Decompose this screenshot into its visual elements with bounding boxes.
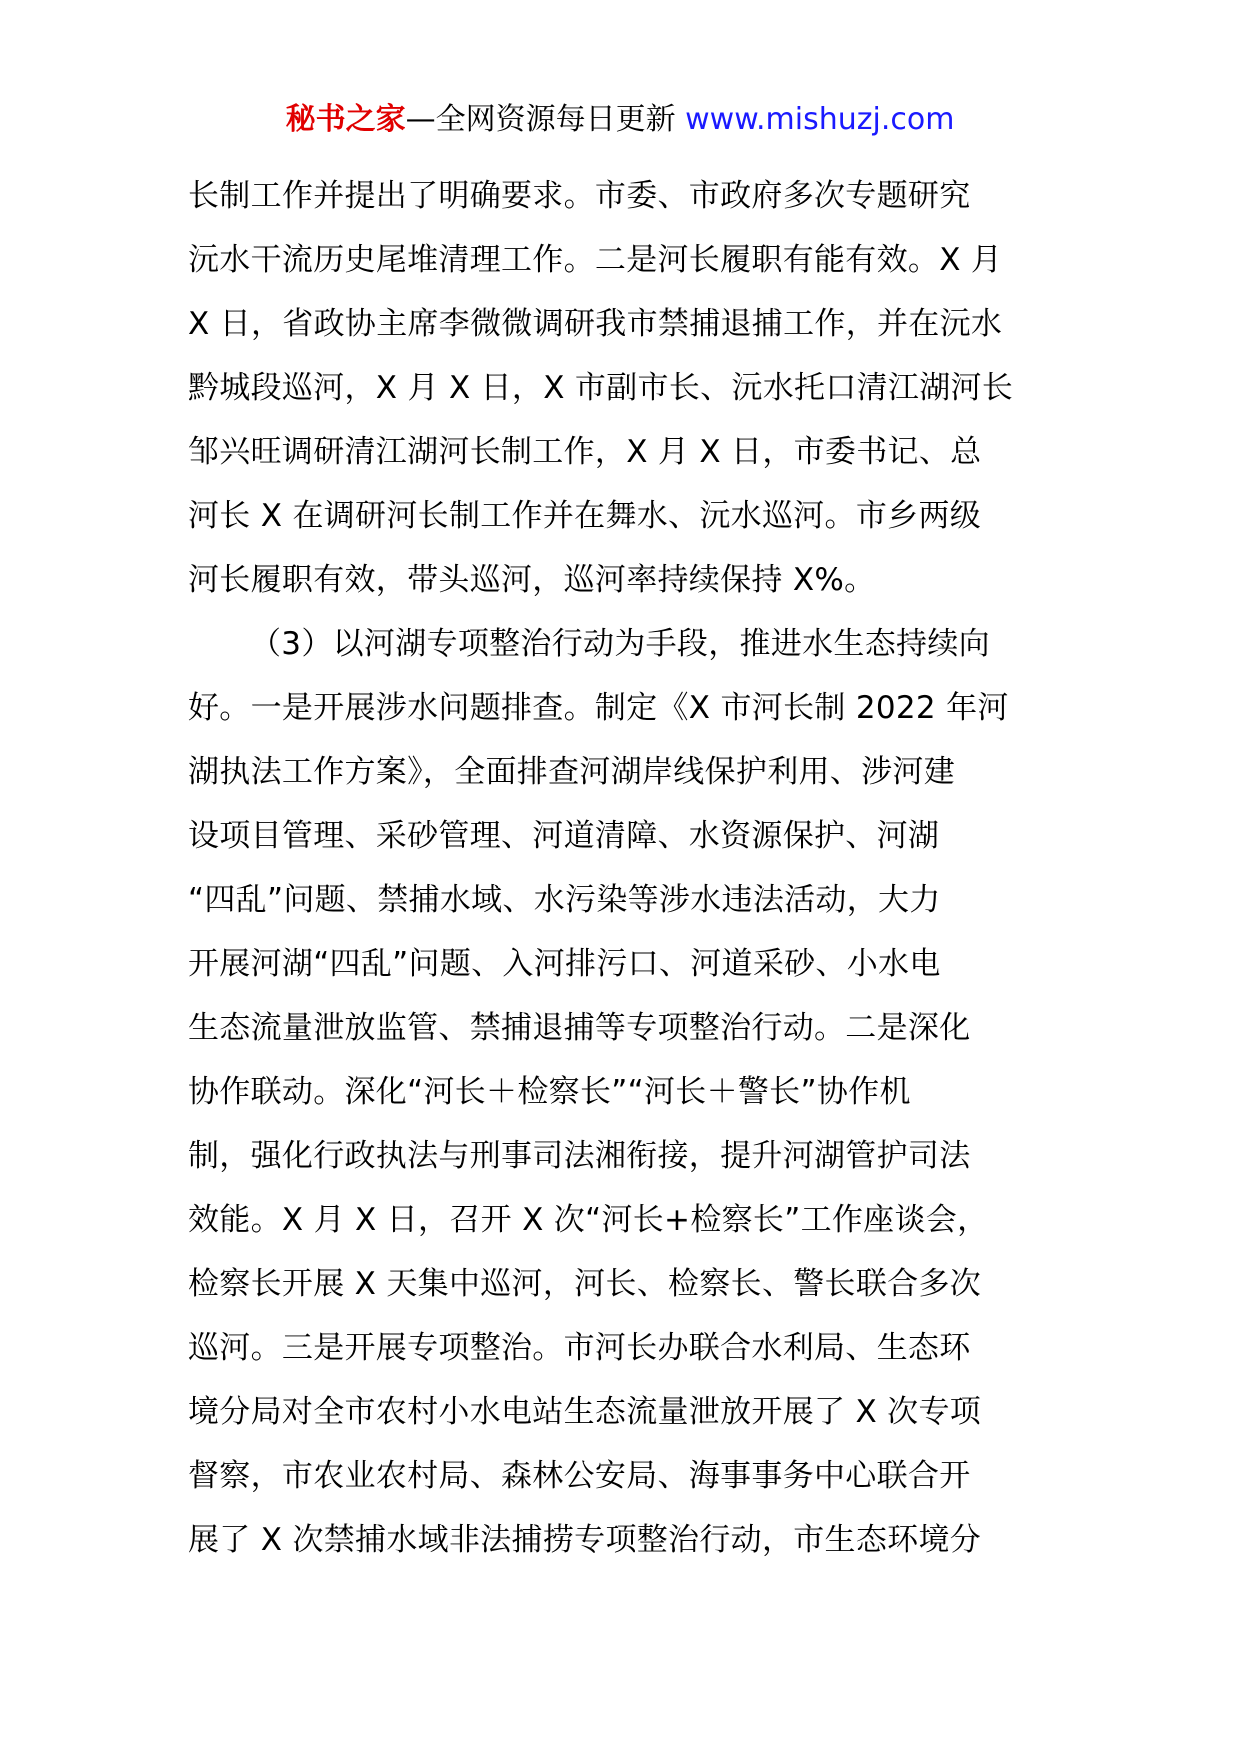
header-brand: 秘书之家 — [285, 102, 406, 137]
document-body — [188, 164, 1054, 1572]
text-line: 设项目管理、采砂管理、河道清障、水资源保护、河湖 — [188, 818, 940, 854]
text-line: 河长 X 在调研河长制工作并在舞水、沅水巡河。市乡两级 — [188, 498, 982, 534]
text-line: 巡河。三是开展专项整治。市河长办联合水利局、生态环 — [188, 1330, 971, 1366]
page-header — [0, 100, 1240, 140]
text-line: 邹兴旺调研清江湖河长制工作，X 月 X 日，市委书记、总 — [188, 434, 982, 470]
text-line: 效能。X 月 X 日，召开 X 次“河长+检察长”工作座谈会， — [188, 1202, 989, 1238]
text-line: 黔城段巡河，X 月 X 日，X 市副市长、沅水托口清江湖河长 — [188, 370, 1014, 406]
header-site-link[interactable]: www.mishuzj.com — [685, 102, 955, 137]
text-line: 河长履职有效，带头巡河，巡河率持续保持 X%。 — [188, 562, 876, 598]
text-line: 展了 X 次禁捕水域非法捕捞专项整治行动，市生态环境分 — [188, 1522, 982, 1558]
text-line: 境分局对全市农村小水电站生态流量泄放开展了 X 次专项 — [188, 1394, 982, 1430]
text-line: 好。一是开展涉水问题排查。制定《X 市河长制 2022 年河 — [188, 690, 1009, 726]
text-line: 长制工作并提出了明确要求。市委、市政府多次专题研究 — [188, 178, 971, 214]
section-heading-line: （3）以河湖专项整治行动为手段，推进水生态持续向 — [250, 626, 990, 662]
text-line: 生态流量泄放监管、禁捕退捕等专项整治行动。二是深化 — [188, 1010, 971, 1046]
text-line: 督察，市农业农村局、森林公安局、海事事务中心联合开 — [188, 1458, 971, 1494]
text-line: 协作联动。深化“河长＋检察长”“河长＋警长”协作机 — [188, 1074, 911, 1110]
text-line: X 日，省政协主席李微微调研我市禁捕退捕工作，并在沅水 — [188, 306, 1003, 342]
text-line: 制，强化行政执法与刑事司法湘衔接，提升河湖管护司法 — [188, 1138, 971, 1174]
text-line: 湖执法工作方案》，全面排查河湖岸线保护利用、涉河建 — [188, 754, 955, 790]
text-line: 沅水干流历史尾堆清理工作。二是河长履职有能有效。X 月 — [188, 242, 1003, 278]
text-line: “四乱”问题、禁捕水域、水污染等涉水违法活动，大力 — [188, 882, 941, 918]
text-line: 检察长开展 X 天集中巡河，河长、检察长、警长联合多次 — [188, 1266, 982, 1302]
header-tagline: —全网资源每日更新 — [405, 102, 686, 137]
text-line: 开展河湖“四乱”问题、入河排污口、河道采砂、小水电 — [188, 946, 941, 982]
